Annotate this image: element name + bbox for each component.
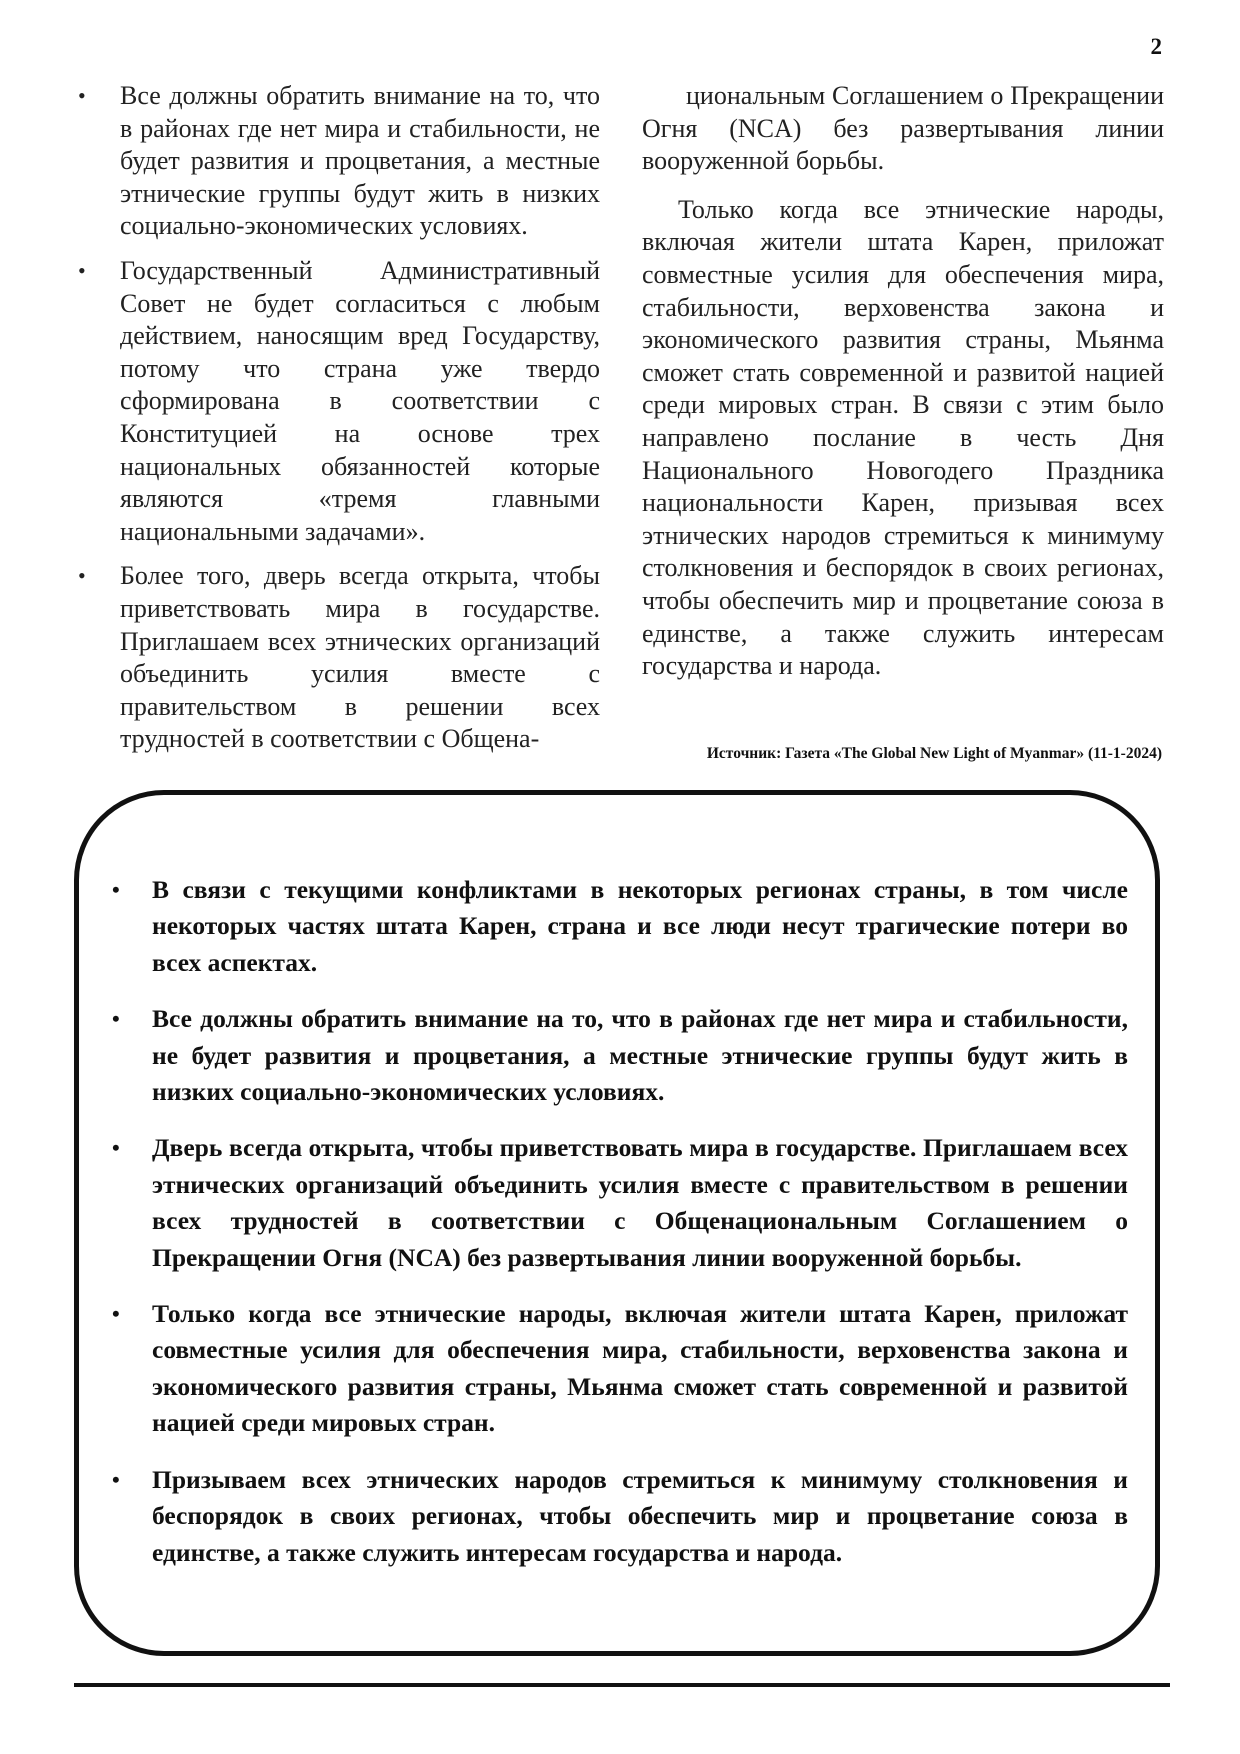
summary-item [108, 872, 1128, 981]
summary-item-text: Призываем всех этнических народов стремиться к минимуму столкновения и беспорядок в своих регионах, чтобы обеспечить мир и процветание союза в единстве, а также служить интересам государства и народа. [152, 1464, 1128, 1567]
summary-item [108, 1130, 1128, 1276]
bullet-icon: • [78, 257, 86, 283]
bullet-icon: • [78, 563, 86, 589]
summary-item-text: Все должны обратить внимание на то, что в районах где нет мира и стабильности, не будет развития и процветания, а местные этнические группы будут жить в низких социально-экономических условиях. [152, 1004, 1128, 1107]
bullet-icon: • [112, 1006, 120, 1032]
bullet-icon: • [112, 1135, 120, 1161]
source-citation: Источник: Газета «The Global New Light of Myanmar» (11-1-2024) [706, 745, 1162, 762]
bullet-icon: • [78, 83, 86, 108]
list-item [78, 560, 600, 756]
list-item [78, 80, 600, 243]
right-column [642, 80, 1164, 683]
summary-item-text: Только когда все этнические народы, включая жители штата Карен, приложат совместные усилия для обеспечения мира, стабильности, верховенства закона и экономического развития страны, Мьянма сможет стать современной и развитой нацией среди мировых стран. [152, 1299, 1128, 1438]
bullet-icon: • [112, 1466, 120, 1492]
list-item-text: Более того, дверь всегда открыта, чтобы приветствовать мира в государстве. Приглашаем всех этнических организаций объединить усилия вместе с правительством в решении всех трудностей в соответствии с Общена- [120, 561, 600, 754]
list-item-text: Государственный Административный Совет не будет согласиться с любым действием, наносящим вред Государству, потому что страна уже твердо сформирована в соответствии с Конституцией на основе трех национальных обязанностей которые являются «тремя главными национальными задачами». [120, 255, 600, 546]
summary-item-text: В связи с текущими конфликтами в некоторых регионах страны, в том числе некоторых частях штата Карен, страна и все люди несут трагические потери во всех аспектах. [152, 875, 1128, 977]
list-item-text: Все должны обратить внимание на то, что в районах где нет мира и стабильности, не будет развития и процветания, а местные этнические группы будут жить в низких социально-экономических условиях. [120, 81, 600, 241]
page-number: 2 [1150, 34, 1162, 59]
continued-text: циональным Соглашением о Прекращении Огня (NCA) без развертывания линии вооруженной борьбы. [642, 81, 1164, 176]
list-item [78, 255, 600, 548]
bottom-divider [74, 1683, 1170, 1687]
summary-list [108, 872, 1128, 1591]
summary-item [108, 1462, 1128, 1571]
left-bullet-list [78, 80, 600, 756]
body-paragraph: Только когда все этнические народы, включая жители штата Карен, приложат совместные усилия для обеспечения мира, стабильности, верховенства закона и экономического развития страны, Мьянма сможет стать современной и развитой нацией среди мировых стран. В связи с этим было направлено послание в честь Дня Национального Новогодего Праздника национальности Карен, призывая всех этнических народов стремиться к минимуму столкновения и беспорядок в своих регионах, чтобы обеспечить мир и процветание союза в единстве, а также служить интересам государства и народа. [642, 194, 1164, 681]
summary-item-text: Дверь всегда открыта, чтобы приветствовать мира в государстве. Приглашаем всех этнических организаций объединить усилия вместе с правительством в решении всех трудностей в соответствии с Общенациональным Соглашением о Прекращении Огня (NCA) без развертывания линии вооруженной борьбы. [152, 1133, 1128, 1272]
bullet-icon: • [112, 1301, 120, 1327]
bullet-icon: • [112, 877, 120, 902]
left-column [78, 80, 600, 768]
summary-item [108, 1296, 1128, 1442]
summary-item [108, 1001, 1128, 1110]
